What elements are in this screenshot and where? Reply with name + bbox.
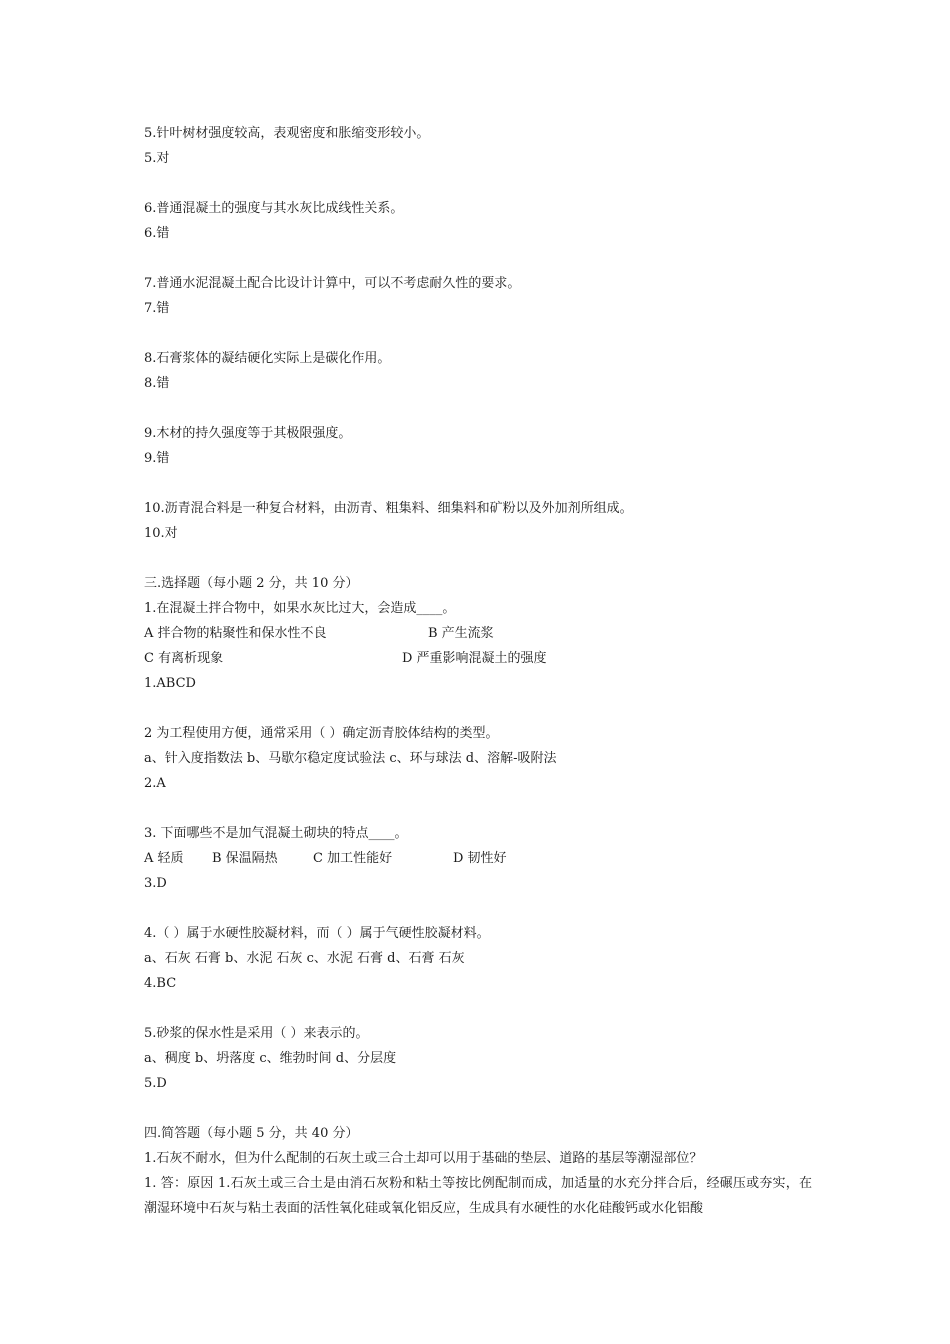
judgement-question-6: 6.普通混凝土的强度与其水灰比成线性关系。 — [144, 201, 404, 216]
section-heading-choice: 三.选择题（每小题 2 分，共 10 分） — [144, 576, 359, 591]
choice-question-4: 4.（ ）属于水硬性胶凝材料，而（ ）属于气硬性胶凝材料。 — [144, 926, 490, 941]
short-answer-question-1: 1.石灰不耐水，但为什么配制的石灰土或三合土却可以用于基础的垫层、道路的基层等潮湿部位？ — [144, 1151, 703, 1166]
option-c: C 加工性能好 — [313, 851, 393, 866]
spacer — [144, 1096, 812, 1121]
spacer — [144, 546, 812, 571]
choice-options-3 — [144, 846, 812, 871]
option-a: A 轻质 — [144, 851, 184, 866]
choice-question-3: 3. 下面哪些不是加气混凝土砌块的特点____。 — [144, 826, 408, 841]
spacer — [144, 471, 812, 496]
judgement-answer-9: 9.错 — [144, 451, 170, 466]
spacer — [144, 246, 812, 271]
choice-answer-1: 1.ABCD — [144, 676, 196, 691]
judgement-answer-5: 5.对 — [144, 151, 170, 166]
judgement-question-5: 5.针叶树材强度较高，表观密度和胀缩变形较小。 — [144, 126, 430, 141]
choice-options-1-row1 — [144, 621, 812, 646]
spacer — [144, 696, 812, 721]
choice-answer-5: 5.D — [144, 1076, 167, 1091]
choice-options-4: a、石灰 石膏 b、水泥 石灰 c、水泥 石膏 d、石膏 石灰 — [144, 951, 465, 966]
option-d: D 严重影响混凝土的强度 — [402, 651, 547, 666]
choice-options-1-row2 — [144, 646, 812, 671]
section-heading-short-answer: 四.简答题（每小题 5 分，共 40 分） — [144, 1126, 359, 1141]
document-page — [144, 121, 812, 1221]
choice-options-2: a、针入度指数法 b、马歇尔稳定度试验法 c、环与球法 d、溶解-吸附法 — [144, 751, 557, 766]
judgement-answer-7: 7.错 — [144, 301, 170, 316]
judgement-question-7: 7.普通水泥混凝土配合比设计计算中，可以不考虑耐久性的要求。 — [144, 276, 521, 291]
spacer — [144, 996, 812, 1021]
judgement-question-8: 8.石膏浆体的凝结硬化实际上是碳化作用。 — [144, 351, 391, 366]
option-a: A 拌合物的粘聚性和保水性不良 — [144, 626, 327, 641]
option-b: B 产生流浆 — [428, 626, 494, 641]
choice-answer-3: 3.D — [144, 876, 167, 891]
spacer — [144, 171, 812, 196]
choice-question-1: 1.在混凝土拌合物中，如果水灰比过大，会造成____。 — [144, 601, 456, 616]
judgement-answer-10: 10.对 — [144, 526, 178, 541]
choice-options-5: a、稠度 b、坍落度 c、维勃时间 d、分层度 — [144, 1051, 397, 1066]
spacer — [144, 796, 812, 821]
spacer — [144, 896, 812, 921]
judgement-question-9: 9.木材的持久强度等于其极限强度。 — [144, 426, 352, 441]
choice-question-5: 5.砂浆的保水性是采用（ ）来表示的。 — [144, 1026, 369, 1041]
spacer — [144, 396, 812, 421]
judgement-question-10: 10.沥青混合料是一种复合材料，由沥青、粗集料、细集料和矿粉以及外加剂所组成。 — [144, 501, 633, 516]
short-answer-answer-1: 1. 答：原因 1.石灰土或三合土是由消石灰粉和粘土等按比例配制而成，加适量的水充分拌合后，经碾压或夯实，在潮湿环境中石灰与粘土表面的活性氧化硅或氧化铝反应，生成具有水硬性的水化硅酸钙或水化铝酸 — [144, 1176, 812, 1216]
judgement-answer-8: 8.错 — [144, 376, 170, 391]
option-d: D 韧性好 — [453, 851, 507, 866]
judgement-answer-6: 6.错 — [144, 226, 170, 241]
spacer — [144, 321, 812, 346]
choice-answer-4: 4.BC — [144, 976, 177, 991]
option-c: C 有离析现象 — [144, 651, 224, 666]
choice-answer-2: 2.A — [144, 776, 166, 791]
choice-question-2: 2 为工程使用方便，通常采用（ ）确定沥青胶体结构的类型。 — [144, 726, 499, 741]
option-b: B 保温隔热 — [212, 851, 278, 866]
